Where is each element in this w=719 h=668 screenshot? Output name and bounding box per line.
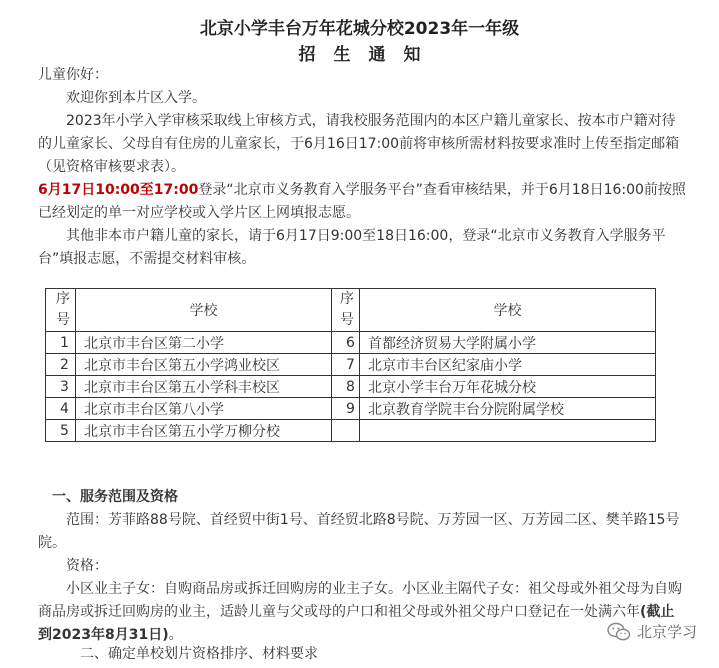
qualification-deadline: (截止到2023年8月31日) bbox=[38, 604, 675, 643]
scope-text: 范围：芳菲路88号院、首经贸中街1号、首经贸北路8号院、万芳园一区、万芳园二区、樊羊路15号院。 bbox=[38, 512, 680, 551]
watermark bbox=[607, 621, 697, 642]
table-row: 2 北京市丰台区第五小学鸿业校区 7 北京市丰台区纪家庙小学 bbox=[46, 354, 656, 376]
table-header-row bbox=[46, 289, 656, 332]
header-school-1: 学校 bbox=[76, 289, 332, 332]
qualification-text: 小区业主子女：自购商品房或拆迁回购房的业主子女。小区业主隔代子女：祖父母或外祖父母为自购商品房或拆迁回购房的业主，适龄儿童与父或母的户口和祖父母或外祖父母户口登记在一处满六年(截止到2023年8月31日)。 bbox=[38, 581, 682, 643]
document-subtitle: 招生通知 bbox=[298, 45, 439, 65]
greeting: 儿童你好： bbox=[38, 67, 108, 83]
table-row: 3 北京市丰台区第五小学科丰校区 8 北京小学丰台万年花城分校 bbox=[46, 376, 656, 398]
paragraph-online-review: 2023年小学入学审核采取线上审核方式，请我校服务范围内的本区户籍儿童家长、按本市户籍对待的儿童家长、父母自有住房的儿童家长，于6月16日17:00前将审核所需材料按要求准时上传至指定邮箱（见资格审核要求表）。 bbox=[38, 113, 680, 175]
table-row: 5 北京市丰台区第五小学万柳分校 bbox=[46, 420, 656, 442]
wechat-icon bbox=[607, 622, 631, 642]
section-heading-ranking: 二、确定单校划片资格排序、材料要求 bbox=[80, 646, 318, 662]
paragraph-review-result: 6月17日10:00至17:00登录“北京市义务教育入学服务平台”查看审核结果，并于6月18日16:00前按照已经划定的单一对应学校或入学片区上网填报志愿。 bbox=[38, 182, 686, 221]
highlight-date: 6月17日10:00至17:00 bbox=[38, 182, 199, 198]
header-index-2: 序号 bbox=[332, 289, 360, 332]
document-title: 北京小学丰台万年花城分校2023年一年级 bbox=[199, 19, 520, 39]
school-table bbox=[45, 288, 656, 442]
table-row: 4 北京市丰台区第八小学 9 北京教育学院丰台分院附属学校 bbox=[46, 398, 656, 420]
table-row: 1 北京市丰台区第二小学 6 首都经济贸易大学附属小学 bbox=[46, 332, 656, 354]
section-heading-scope: 一、服务范围及资格 bbox=[52, 489, 178, 505]
header-index-1: 序号 bbox=[46, 289, 76, 332]
header-school-2: 学校 bbox=[360, 289, 656, 332]
welcome-line: 欢迎你到本片区入学。 bbox=[66, 90, 206, 106]
qualification-label: 资格： bbox=[66, 558, 108, 574]
paragraph-non-resident: 其他非本市户籍儿童的家长，请于6月17日9:00至18日16:00，登录“北京市义务教育入学服务平台”填报志愿，不需提交材料审核。 bbox=[38, 228, 666, 267]
watermark-text: 北京学习 bbox=[636, 623, 697, 641]
